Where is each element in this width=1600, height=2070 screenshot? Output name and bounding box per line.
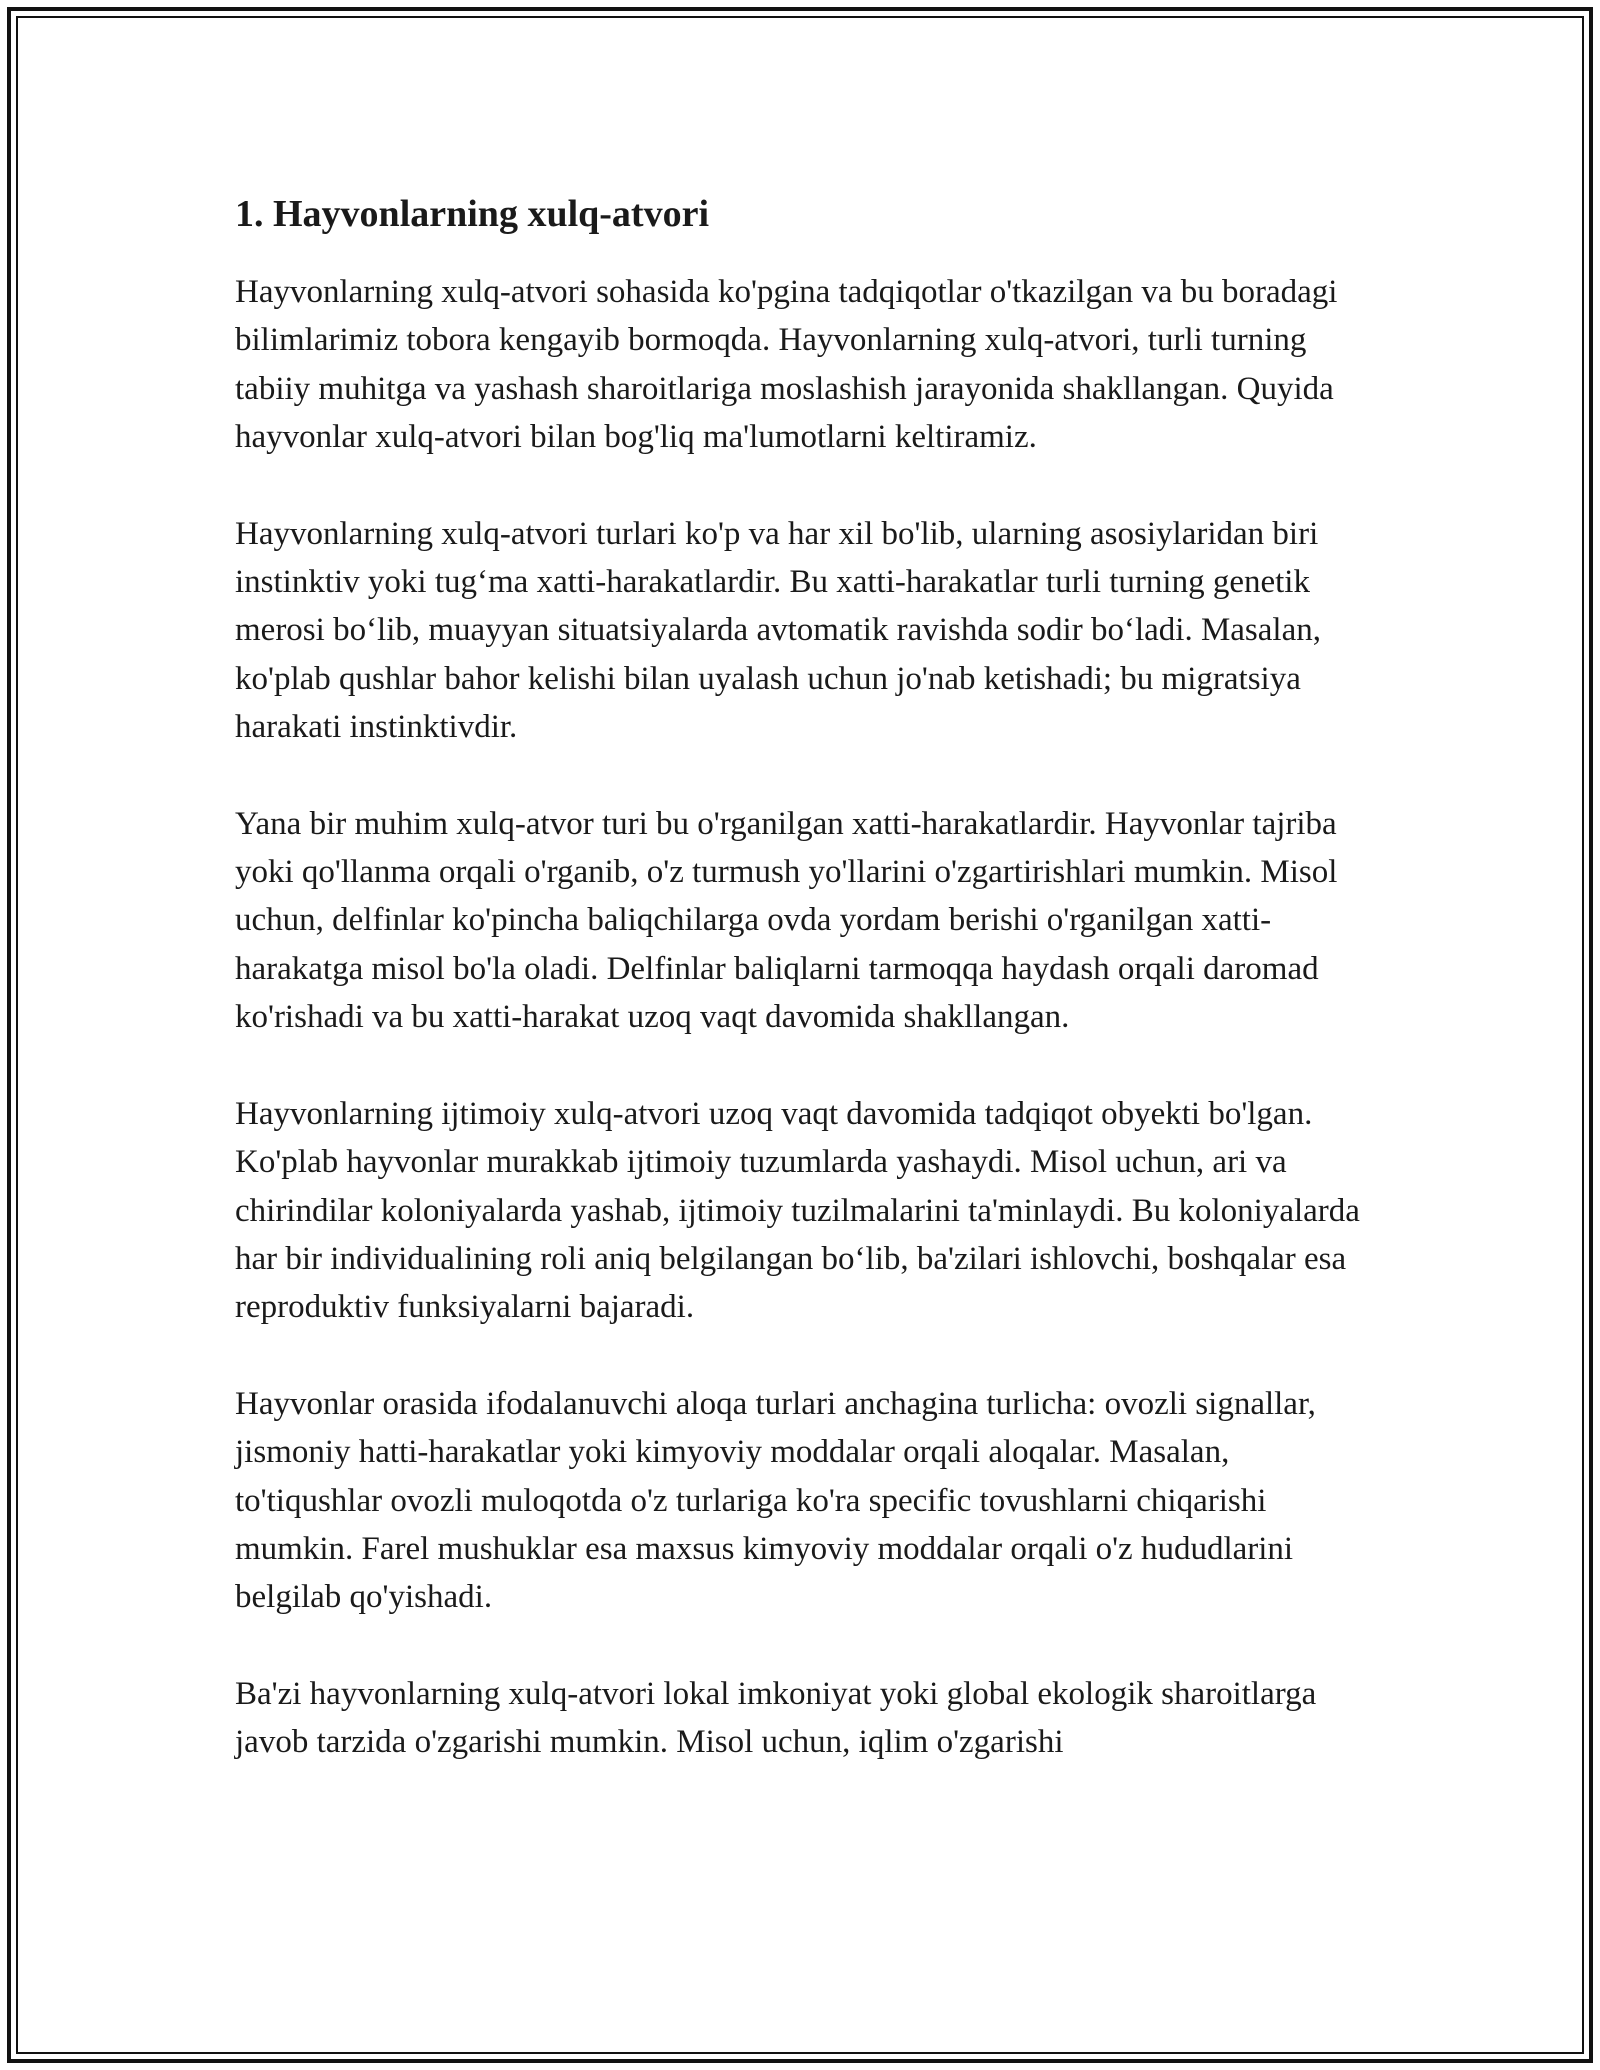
paragraph-intro: Hayvonlarning xulq-atvori sohasida ko'pgina tadqiqotlar o'tkazilgan va bu boradagi bilimlarimiz tobora kengayib bormoqda. Hayvonlarning xulq-atvori, turli turning tabiiy muhitga va yashash sharoitlariga moslashish jarayonida shakllangan. Quyida hayvonlar xulq-atvori bilan bog'liq ma'lumotlarni keltiramiz. <box>235 274 1338 456</box>
paragraph-social-behavior: Hayvonlarning ijtimoiy xulq-atvori uzoq vaqt davomida tadqiqot obyekti bo'lgan. Ko'plab hayvonlar murakkab ijtimoiy tuzumlarda yashaydi. Misol uchun, ari va chirindilar koloniyalarda yashab, ijtimoiy tuzilmalarini ta'minlaydi. Bu koloniyalarda har bir individualining roli aniq belgilangan bo‘lib, ba'zilari ishlovchi, boshqalar esa reproduktiv funksiyalarni bajaradi. <box>235 1095 1360 1326</box>
paragraph-environmental-change: Ba'zi hayvonlarning xulq-atvori lokal imkoniyat yoki global ekologik sharoitlarga javob tarzida o'zgarishi mumkin. Misol uchun, iqlim o'zgarishi <box>235 1675 1317 1761</box>
paragraph-communication: Hayvonlar orasida ifodalanuvchi aloqa turlari anchagina turlicha: ovozli signallar, jismoniy hatti-harakatlar yoki kimyoviy moddalar orqali aloqalar. Masalan, to'tiqushlar ovozli muloqotda o'z turlariga ko'ra specific tovushlarni chiqarishi mumkin. Farel mushuklar esa maxsus kimyoviy moddalar orqali o'z hududlarini belgilab qo'yishadi. <box>235 1385 1316 1616</box>
section-heading: 1. Hayvonlarning xulq-atvori <box>235 193 709 235</box>
document-body <box>235 186 1375 1815</box>
paragraph-instinctive-behavior: Hayvonlarning xulq-atvori turlari ko'p va har xil bo'lib, ularning asosiylaridan biri instinktiv yoki tug‘ma xatti-harakatlardir. Bu xatti-harakatlar turli turning genetik merosi bo‘lib, muayyan situatsiyalarda avtomatik ravishda sodir bo‘ladi. Masalan, ko'plab qushlar bahor kelishi bilan uyalash uchun jo'nab ketishadi; bu migratsiya harakati instinktivdir. <box>235 515 1321 746</box>
paragraph-learned-behavior: Yana bir muhim xulq-atvor turi bu o'rganilgan xatti-harakatlardir. Hayvonlar tajriba yoki qo'llanma orqali o'rganib, o'z turmush yo'llarini o'zgartirishlari mumkin. Misol uchun, delfinlar ko'pincha baliqchilarga ovda yordam berishi o'rganilgan xatti-harakatga misol bo'la oladi. Delfinlar baliqlarni tarmoqqa haydash orqali daromad ko'rishadi va bu xatti-harakat uzoq vaqt davomida shakllangan. <box>235 805 1338 1036</box>
